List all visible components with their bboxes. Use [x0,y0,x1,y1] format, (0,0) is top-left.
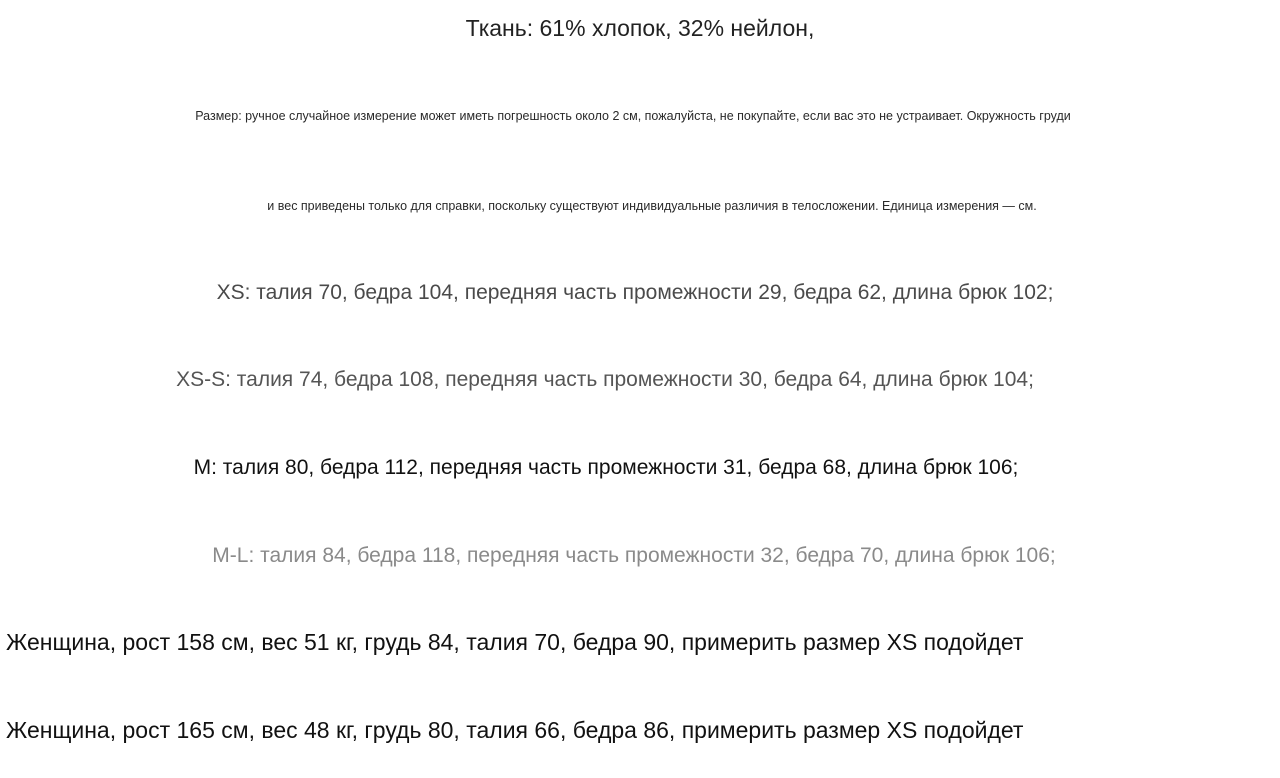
size-note-line-2: и вес приведены только для справки, поскольку существуют индивидуальные различия в телосложении. Единица измерения — см. [267,199,1037,213]
size-row-m: M: талия 80, бедра 112, передняя часть промежности 31, бедра 68, длина брюк 106; [193,456,1019,479]
size-row-xs-s: XS-S: талия 74, бедра 108, передняя часть промежности 30, бедра 64, длина брюк 104; [176,368,1034,391]
fit-example-1: Женщина, рост 158 см, вес 51 кг, грудь 84, талия 70, бедра 90, примерить размер XS подойдет [6,629,1024,655]
size-note-line-1: Размер: ручное случайное измерение может иметь погрешность около 2 см, пожалуйста, не покупайте, если вас это не устраивает. Окружность груди [195,109,1071,123]
fabric-composition: Ткань: 61% хлопок, 32% нейлон, [465,15,815,41]
size-row-m-l: M-L: талия 84, бедра 118, передняя часть промежности 32, бедра 70, длина брюк 106; [212,544,1056,567]
fit-example-2: Женщина, рост 165 см, вес 48 кг, грудь 80, талия 66, бедра 86, примерить размер XS подойдет [6,717,1024,743]
size-row-xs: XS: талия 70, бедра 104, передняя часть промежности 29, бедра 62, длина брюк 102; [216,281,1054,304]
